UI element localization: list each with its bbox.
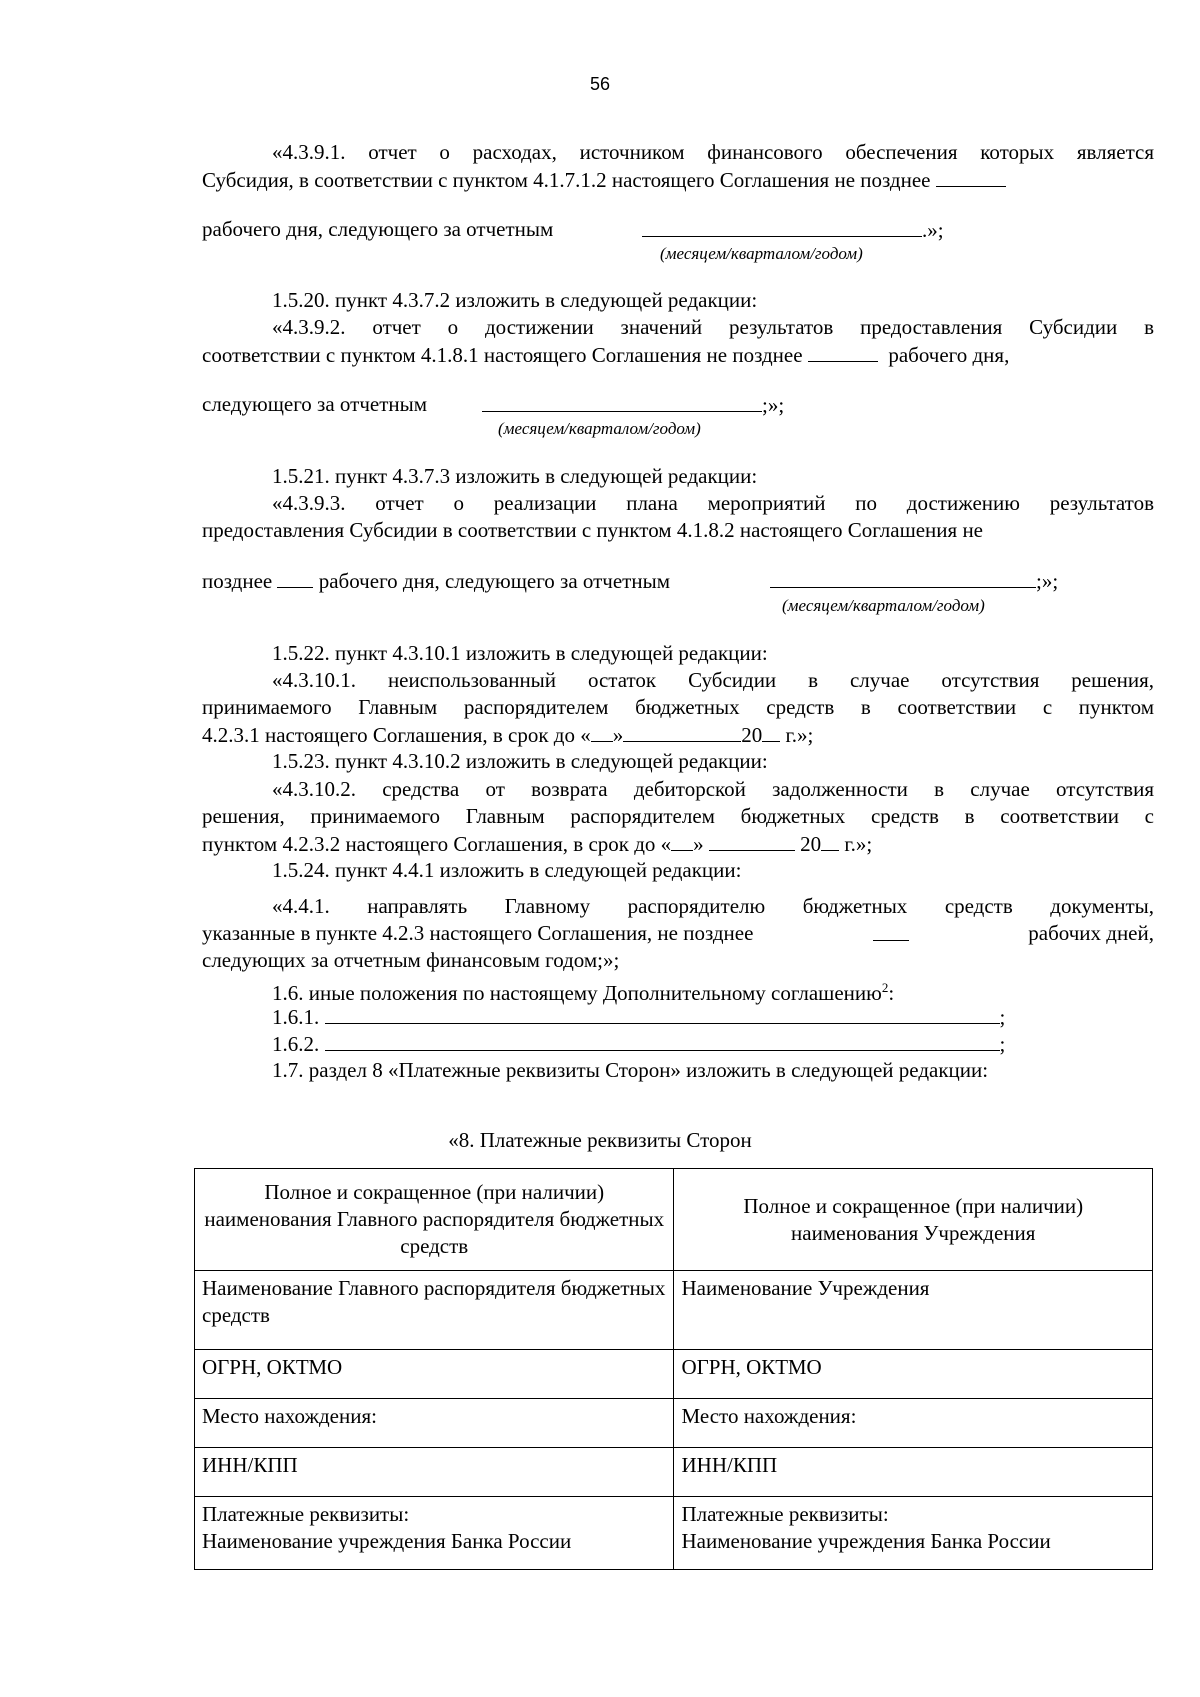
table-cell: Платежные реквизиты: Наименование учреждения Банка России bbox=[674, 1497, 1153, 1570]
item-162-line: 1.6.2. ; bbox=[272, 1032, 1006, 1056]
item-1523-heading: 1.5.23. пункт 4.3.10.2 изложить в следующей редакции: bbox=[272, 749, 768, 773]
table-row bbox=[195, 1399, 1153, 1448]
table-cell: Место нахождения: bbox=[674, 1399, 1153, 1448]
period-blank-3: ;»; bbox=[770, 567, 1058, 595]
period-blank-2: ;»; bbox=[482, 391, 784, 419]
table-header-row bbox=[195, 1169, 1153, 1271]
payment-details-table bbox=[194, 1168, 1153, 1570]
paragraph-441-line1: «4.4.1. направлять Главному распорядителю бюджетных средств документы, bbox=[272, 894, 1154, 918]
paragraph-4393-line1: «4.3.9.3. отчет о реализации плана мероприятий по достижению результатов bbox=[272, 491, 1154, 515]
item-1522-heading: 1.5.22. пункт 4.3.10.1 изложить в следующей редакции: bbox=[272, 641, 768, 665]
table-cell: ИНН/КПП bbox=[195, 1448, 674, 1497]
paragraph-43101-line1: «4.3.10.1. неиспользованный остаток Субсидии в случае отсутствия решения, bbox=[272, 668, 1154, 692]
paragraph-4392-line1: «4.3.9.2. отчет о достижении значений результатов предоставления Субсидии в bbox=[272, 315, 1154, 339]
paragraph-4393-line2: предоставления Субсидии в соответствии с пунктом 4.1.8.2 настоящего Соглашения не bbox=[202, 518, 983, 542]
table-row bbox=[195, 1497, 1153, 1570]
paragraph-4391-line1: «4.3.9.1. отчет о расходах, источником финансового обеспечения которых является bbox=[272, 140, 1154, 164]
table-header-cell: Полное и сокращенное (при наличии) наименования Учреждения bbox=[674, 1169, 1153, 1271]
blank-days bbox=[936, 166, 1006, 187]
table-row bbox=[195, 1350, 1153, 1399]
page-number: 56 bbox=[589, 74, 611, 94]
item-17-line: 1.7. раздел 8 «Платежные реквизиты Сторон» изложить в следующей редакции: bbox=[272, 1058, 989, 1082]
table-row bbox=[195, 1448, 1153, 1497]
paragraph-43102-line2: решения, принимаемого Главным распорядителем бюджетных средств в соответствии с bbox=[202, 804, 1154, 828]
table-cell: Место нахождения: bbox=[195, 1399, 674, 1448]
table-cell: Наименование Учреждения bbox=[674, 1271, 1153, 1350]
period-hint-2: (месяцем/кварталом/годом) bbox=[498, 419, 701, 438]
table-cell: ОГРН, ОКТМО bbox=[674, 1350, 1153, 1399]
paragraph-4392-line3: следующего за отчетным bbox=[202, 392, 428, 416]
paragraph-4391-line2: Субсидия, в соответствии с пунктом 4.1.7.1.2 настоящего Соглашения не позднее bbox=[202, 166, 1006, 194]
table-cell: ИНН/КПП bbox=[674, 1448, 1153, 1497]
table-header-cell: Полное и сокращенное (при наличии) наименования Главного распорядителя бюджетных средств bbox=[195, 1169, 674, 1271]
item-1520-heading: 1.5.20. пункт 4.3.7.2 изложить в следующей редакции: bbox=[272, 288, 758, 312]
paragraph-4392-line2: соответствии с пунктом 4.1.8.1 настоящего Соглашения не позднее рабочего дня, bbox=[202, 343, 1010, 367]
paragraph-43101-line3: 4.2.3.1 настоящего Соглашения, в срок до « » 20 г.»; bbox=[202, 723, 814, 747]
paragraph-43101-line2: принимаемого Главным распорядителем бюджетных средств в соответствии с пунктом bbox=[202, 695, 1154, 719]
item-161-line: 1.6.1. ; bbox=[272, 1005, 1006, 1029]
item-16-line: 1.6. иные положения по настоящему Дополнительному соглашению$^2$: bbox=[272, 980, 895, 1005]
table-cell: Платежные реквизиты: Наименование учреждения Банка России bbox=[195, 1497, 674, 1570]
period-blank-1: .»; bbox=[642, 216, 944, 244]
paragraph-441-line2: указанные в пункте 4.2.3 настоящего Соглашения, не позднее рабочих дней, bbox=[202, 921, 1154, 945]
item-1521-heading: 1.5.21. пункт 4.3.7.3 изложить в следующей редакции: bbox=[272, 464, 758, 488]
section-title: «8. Платежные реквизиты Сторон bbox=[448, 1128, 752, 1152]
paragraph-4391-line3: рабочего дня, следующего за отчетным bbox=[202, 217, 554, 241]
footnote-mark: 2 bbox=[881, 980, 889, 995]
table-cell: Наименование Главного распорядителя бюджетных средств bbox=[195, 1271, 674, 1350]
table-row bbox=[195, 1271, 1153, 1350]
item-1524-heading: 1.5.24. пункт 4.4.1 изложить в следующей редакции: bbox=[272, 858, 742, 882]
period-hint-3: (месяцем/кварталом/годом) bbox=[782, 596, 985, 615]
paragraph-441-line3: следующих за отчетным финансовым годом;»; bbox=[202, 948, 620, 972]
table-cell: ОГРН, ОКТМО bbox=[195, 1350, 674, 1399]
period-hint-1: (месяцем/кварталом/годом) bbox=[660, 244, 863, 263]
paragraph-43102-line3: пунктом 4.2.3.2 настоящего Соглашения, в срок до « » 20 г.»; bbox=[202, 832, 873, 856]
paragraph-4393-line3: позднее рабочего дня, следующего за отчетным bbox=[202, 569, 670, 593]
paragraph-43102-line1: «4.3.10.2. средства от возврата дебиторской задолженности в случае отсутствия bbox=[272, 777, 1154, 801]
